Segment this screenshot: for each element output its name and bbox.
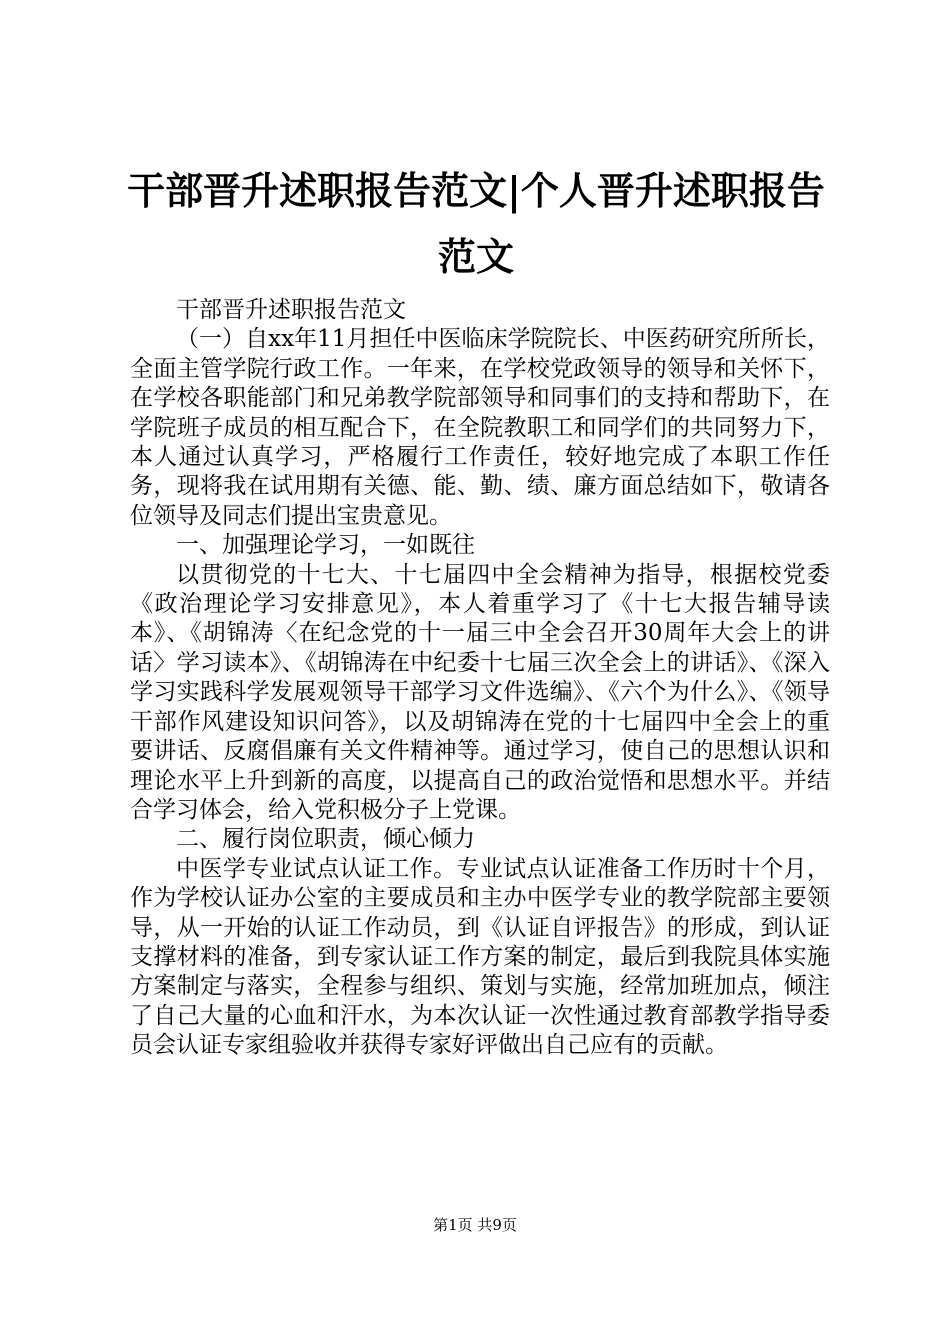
document-body: [130, 296, 830, 1061]
paragraph-intro: （一）自xx年11月担任中医临床学院院长、中医药研究所所长，全面主管学院行政工作。一年来，在学校党政领导的领导和关怀下，在学校各职能部门和兄弟教学院部领导和同事们的支持和帮助下，在学院班子成员的相互配合下，在全院教职工和同学们的共同努力下，本人通过认真学习，严格履行工作责任，较好地完成了本职工作任务，现将我在试用期有关德、能、勤、绩、廉方面总结如下，敬请各位领导及同志们提出宝贵意见。: [130, 326, 830, 529]
paragraph-theory-study: 以贯彻党的十七大、十七届四中全会精神为指导，根据校党委《政治理论学习安排意见》，本人着重学习了《十七大报告辅导读本》、《胡锦涛〈在纪念党的十一届三中全会召开30周年大会上的讲话〉学习读本》、《胡锦涛在中纪委十七届三次全会上的讲话》、《深入学习实践科学发展观领导干部学习文件选编》、《六个为什么》、《领导干部作风建设知识问答》，以及胡锦涛在党的十七届四中全会上的重要讲话、反腐倡廉有关文件精神等。通过学习，使自己的思想认识和理论水平上升到新的高度，以提高自己的政治觉悟和思想水平。并结合学习体会，给入党积极分子上党课。: [130, 561, 830, 823]
paragraph-certification: 中医学专业试点认证工作。专业试点认证准备工作历时十个月，作为学校认证办公室的主要成员和主办中医学专业的教学院部主要领导，从一开始的认证工作动员，到《认证自评报告》的形成，到认证支撑材料的准备，到专家认证工作方案的制定，最后到我院具体实施方案制定与落实，全程参与组织、策划与实施，经常加班加点，倾注了自己大量的心血和汗水，为本次认证一次性通过教育部教学指导委员会认证专家组验收并获得专家好评做出自己应有的贡献。: [130, 855, 830, 1059]
document-title: 干部晋升述职报告范文|个人晋升述职报告范文: [127, 168, 825, 279]
page-footer: 第1页 共9页: [433, 1216, 517, 1234]
section-heading-1: 一、加强理论学习，一如既往: [176, 532, 475, 559]
paragraph-subtitle: 干部晋升述职报告范文: [176, 297, 406, 323]
section-heading-2: 二、履行岗位职责，倾心倾力: [176, 826, 475, 853]
